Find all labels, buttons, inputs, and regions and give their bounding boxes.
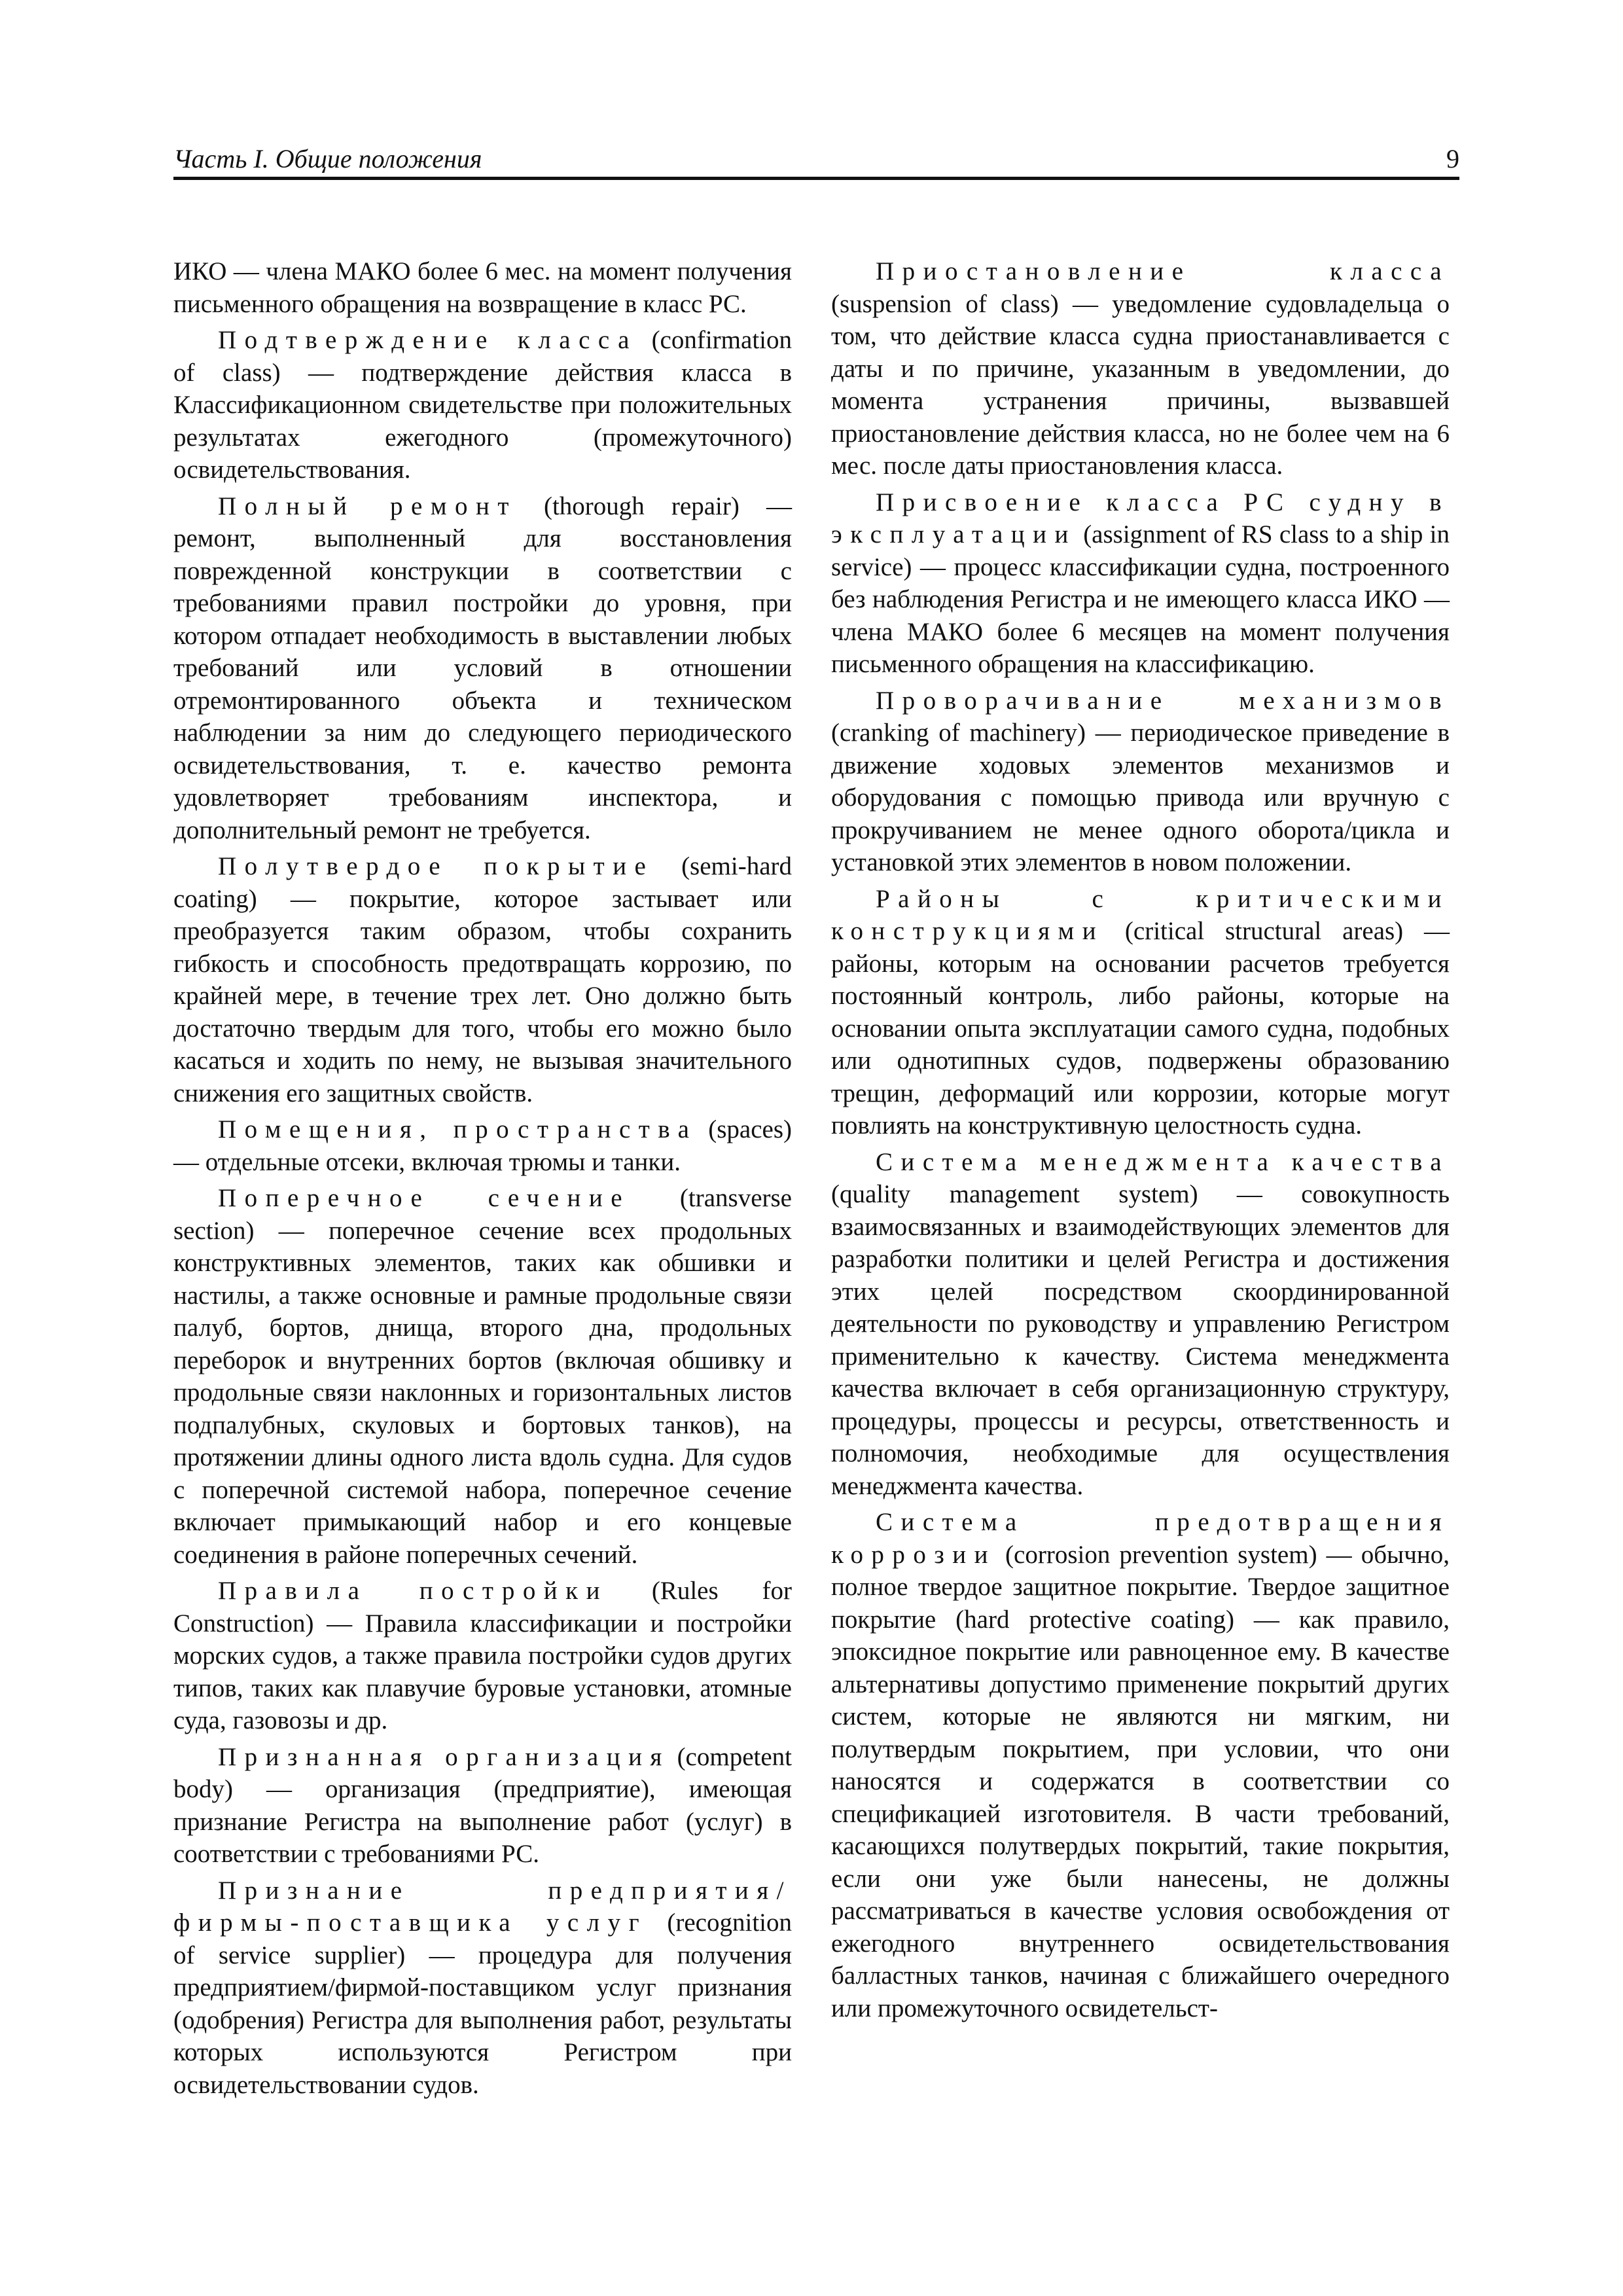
definition-term: Помещения, пространства <box>218 1115 698 1143</box>
definition-term: Подтверждение класса <box>218 326 637 354</box>
definition-semi-hard-coating <box>173 850 792 1109</box>
definition-text: (thorough repair) — ремонт, выполненный для восстановления поврежденной конструкции в соответствии с требованиями правил постройки до уровня, при котором отпадает необходимость в выставлении любых требований или условий в отношении отремонтированного объекта и техническом наблюдении за ним до следующего периодического освидетельствования, т. е. качество ремонта удовлетворяет требованиям инспектора, и дополнительный ремонт не требуется. <box>173 492 792 844</box>
definition-text: (recognition of service supplier) — процедура для получения предприятием/фирмой-поставщиком услуг признания (одобрения) Регистра для выполнения работ, результаты которых используются Регистром при освидетельствовании судов. <box>173 1909 792 2099</box>
definition-term: Правила постройки <box>218 1577 608 1605</box>
definition-term: Проворачивание механизмов <box>876 686 1450 715</box>
definition-competent-body <box>173 1741 792 1871</box>
definition-thorough-repair <box>173 490 792 847</box>
definition-confirmation-of-class <box>173 324 792 486</box>
right-column <box>831 255 1450 2028</box>
definition-text: (cranking of machinery) — периодическое приведение в движение ходовых элементов механизмов и оборудования с помощью привода или вручную с прокручиванием не менее одного оборота/цикла и установкой этих элементов в новом положении. <box>831 719 1450 876</box>
definition-term: Полутвердое покрытие <box>218 852 654 880</box>
definition-text: (semi-hard coating) — покрытие, которое застывает или преобразуется таким образом, чтобы сохранить гибкость и способность предотвращать коррозию, по крайней мере, в течение трех лет. Оно должно быть достаточно твердым для того, чтобы его можно было касаться и ходить по нему, не вызывая значительного снижения его защитных свойств. <box>173 852 792 1107</box>
definition-text: (transverse section) — поперечное сечение всех продольных конструктивных элементов, таких как обшивки и настилы, а также основные и рамные продольные связи палуб, бортов, днища, второго дна, продольных переборок и внутренних бортов (включая обшивку и продольные связи наклонных и горизонтальных листов подпалубных, скуловых и бортовых танков), на протяжении длины одного листа вдоль судна. Для судов с поперечной системой набора, поперечное сечение включает примыкающий набор и его концевые соединения в районе поперечных сечений. <box>173 1184 792 1569</box>
definition-text: (assignment of RS class to a ship in service) — процесс классификации судна, построенного без наблюдения Регистра и не имеющего класса ИКО — члена МАКО более 6 месяцев на момент получения письменного обращения на классификацию. <box>831 520 1450 678</box>
definition-corrosion-prevention-system <box>831 1506 1450 2024</box>
definition-text: (confirmation of class) — подтверждение действия класса в Классификационном свидетельстве при положительных результатах ежегодного (промежуточного) освидетельствования. <box>173 326 792 484</box>
definition-rules-for-construction <box>173 1575 792 1737</box>
definition-continuation <box>173 255 792 320</box>
definition-assignment-of-rs-class <box>831 486 1450 681</box>
definition-transverse-section <box>173 1182 792 1571</box>
definition-term: Полный ремонт <box>218 492 517 520</box>
page-number: 9 <box>1446 144 1459 173</box>
running-title: Часть I. Общие положения <box>173 144 482 173</box>
definition-text: (quality management system) — совокупность взаимосвязанных и взаимодействующих элементов для разработки политики и целей Регистра и достижения этих целей посредством скоординированной деятельности по руководству и управлению Регистром применительно к качеству. Система менеджмента качества включает в себя организационную структуру, процедуры, процессы и ресурсы, ответственность и полномочия, необходимые для осуществления менеджмента качества. <box>831 1180 1450 1500</box>
definition-term: Приостановление класса <box>876 257 1450 285</box>
definition-text: ИКО — члена МАКО более 6 мес. на момент получения письменного обращения на возвращение в класс РС. <box>173 257 792 318</box>
definition-term: Присвоение класса РС судну в эксплуатации <box>831 488 1450 548</box>
definition-recognition-of-service-supplier <box>173 1874 792 2102</box>
definition-suspension-of-class <box>831 255 1450 482</box>
definition-term: Районы с критическими конструкциями <box>831 884 1450 945</box>
definition-text: (corrosion prevention system) — обычно, полное твердое защитное покрытие. Твердое защитное покрытие (hard protective coating) — как правило, эпоксидное покрытие или равноценное ему. В качестве альтернативы допустимо применение покрытий других систем, которые не являются ни мягким, ни полутвердым покрытием, при условии, что они наносятся и содержатся в соответствии со спецификацией изготовителя. В части требований, касающихся полутвердых покрытий, такие покрытия, если они уже были нанесены, не должны рассматриваться в качестве условия освобождения от ежегодного внутреннего освидетельствования балластных танков, начиная с ближайшего очередного или промежуточного освидетельст- <box>831 1540 1450 2022</box>
definition-spaces <box>173 1113 792 1178</box>
definition-term: Признание предприятия/фирмы-поставщика услуг <box>173 1876 792 1937</box>
definition-term: Система менеджмента качества <box>876 1147 1450 1176</box>
definition-term: Признанная организация <box>218 1742 670 1771</box>
definition-text: (competent body) — организация (предприятие), имеющая признание Регистра на выполнение работ (услуг) в соответствии с требованиями РС. <box>173 1742 792 1868</box>
running-header <box>173 143 1459 180</box>
definition-text: (spaces) — отдельные отсеки, включая трюмы и танки. <box>173 1115 792 1176</box>
definition-text: (suspension of class) — уведомление судовладельца о том, что действие класса судна приостанавливается с даты и по причине, указанным в уведомлении, до момента устранения причины, вызвавшей приостановление действия класса, но не более чем на 6 мес. после даты приостановления класса. <box>831 289 1450 480</box>
definition-quality-management-system <box>831 1146 1450 1503</box>
definition-cranking-of-machinery <box>831 685 1450 879</box>
left-column <box>173 255 792 2105</box>
definition-text: (critical structural areas) — районы, которым на основании расчетов требуется постоянный контроль, либо районы, которые на основании опыта эксплуатации самого судна, подобных или однотипных судов, подвержены образованию трещин, деформаций или коррозии, которые могут повлиять на конструктивную целостность судна. <box>831 917 1450 1139</box>
definition-critical-structural-areas <box>831 883 1450 1142</box>
definition-term: Поперечное сечение <box>218 1184 631 1212</box>
definition-term: Система предотвращения коррозии <box>831 1508 1450 1569</box>
definition-text: (Rules for Construction) — Правила классификации и постройки морских судов, а также правила постройки судов других типов, таких как плавучие буровые установки, атомные суда, газовозы и др. <box>173 1577 792 1734</box>
